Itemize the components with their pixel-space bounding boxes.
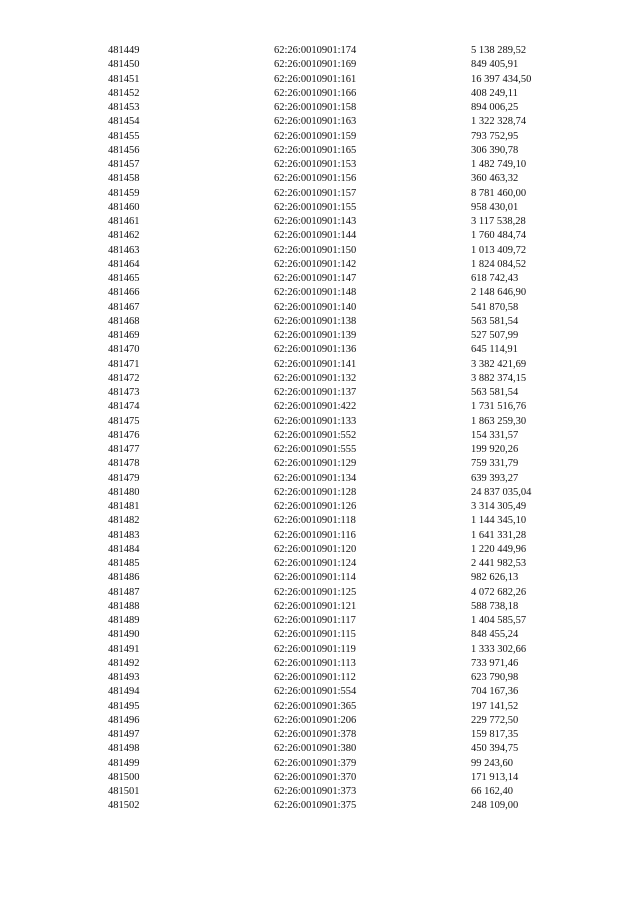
- cadastral-number: 62:26:0010901:379: [274, 757, 357, 769]
- cadastral-value: 733 971,46: [471, 657, 519, 669]
- cadastral-number: 62:26:0010901:206: [274, 714, 357, 726]
- table-row: [108, 201, 581, 215]
- cadastral-number: 62:26:0010901:174: [274, 45, 357, 56]
- table-row: [108, 457, 581, 471]
- table-row: [108, 643, 581, 657]
- cadastral-number: 62:26:0010901:129: [274, 458, 357, 470]
- row-number: 481464: [108, 258, 140, 270]
- row-number: 481479: [108, 472, 140, 484]
- cadastral-value: 588 738,18: [471, 600, 519, 612]
- table-row: [108, 571, 581, 585]
- cadastral-value: 1 404 585,57: [471, 615, 527, 626]
- cadastral-number: 62:26:0010901:373: [274, 786, 357, 797]
- table-row: [108, 87, 581, 101]
- cadastral-value: 4 072 682,26: [471, 586, 527, 598]
- cadastral-value: 759 331,79: [471, 458, 519, 470]
- row-number: 481473: [108, 387, 140, 398]
- cadastral-number: 62:26:0010901:139: [274, 330, 357, 341]
- table-row: [108, 429, 581, 443]
- row-number: 481475: [108, 415, 140, 427]
- table-row: [108, 415, 581, 429]
- table-row: [108, 557, 581, 571]
- table-row: [108, 286, 581, 300]
- table-row: [108, 671, 581, 685]
- table-row: [108, 757, 581, 771]
- cadastral-number: 62:26:0010901:134: [274, 472, 357, 484]
- cadastral-number: 62:26:0010901:141: [274, 358, 357, 370]
- table-row: [108, 73, 581, 87]
- table-row: [108, 272, 581, 286]
- cadastral-value: 894 006,25: [471, 102, 519, 113]
- cadastral-number: 62:26:0010901:116: [274, 529, 356, 541]
- table-row: [108, 443, 581, 457]
- row-number: 481495: [108, 700, 140, 712]
- cadastral-value: 563 581,54: [471, 387, 519, 398]
- cadastral-value: 982 626,13: [471, 572, 519, 584]
- row-number: 481461: [108, 216, 140, 227]
- cadastral-number: 62:26:0010901:121: [274, 600, 357, 612]
- row-number: 481488: [108, 600, 140, 612]
- table-row: [108, 685, 581, 699]
- cadastral-value: 3 117 538,28: [471, 216, 526, 227]
- cadastral-number: 62:26:0010901:163: [274, 116, 357, 128]
- cadastral-value: 159 817,35: [471, 729, 519, 740]
- table-row: [108, 315, 581, 329]
- table-row: [108, 514, 581, 528]
- table-row: [108, 229, 581, 243]
- table-row: [108, 172, 581, 186]
- cadastral-number: 62:26:0010901:136: [274, 344, 357, 356]
- row-number: 481497: [108, 729, 140, 740]
- table-row: [108, 244, 581, 258]
- cadastral-number: 62:26:0010901:169: [274, 59, 357, 71]
- cadastral-number: 62:26:0010901:125: [274, 586, 357, 598]
- cadastral-number: 62:26:0010901:126: [274, 501, 357, 512]
- cadastral-value: 1 013 409,72: [471, 244, 527, 256]
- cadastral-number: 62:26:0010901:112: [274, 672, 356, 683]
- row-number: 481456: [108, 144, 140, 156]
- cadastral-value: 8 781 460,00: [471, 187, 527, 199]
- row-number: 481500: [108, 771, 140, 783]
- cadastral-value: 66 162,40: [471, 786, 513, 797]
- row-number: 481460: [108, 201, 140, 213]
- cadastral-value: 3 882 374,15: [471, 372, 527, 384]
- row-number: 481468: [108, 315, 140, 327]
- cadastral-number: 62:26:0010901:156: [274, 173, 357, 185]
- cadastral-value: 958 430,01: [471, 201, 519, 213]
- cadastral-number: 62:26:0010901:375: [274, 800, 357, 812]
- cadastral-value: 848 455,24: [471, 629, 519, 641]
- row-number: 481455: [108, 130, 140, 142]
- row-number: 481463: [108, 244, 140, 256]
- cadastral-number: 62:26:0010901:119: [274, 643, 356, 655]
- row-number: 481481: [108, 501, 140, 512]
- cadastral-value: 229 772,50: [471, 714, 519, 726]
- cadastral-number: 62:26:0010901:124: [274, 558, 357, 569]
- cadastral-value: 408 249,11: [471, 87, 518, 99]
- row-number: 481471: [108, 358, 140, 370]
- cadastral-value: 3 382 421,69: [471, 358, 527, 370]
- row-number: 481469: [108, 330, 140, 341]
- row-number: 481450: [108, 59, 140, 71]
- cadastral-value: 1 863 259,30: [471, 415, 527, 427]
- table-row: [108, 400, 581, 414]
- cadastral-number: 62:26:0010901:117: [274, 615, 356, 626]
- row-number: 481490: [108, 629, 140, 641]
- cadastral-number: 62:26:0010901:143: [274, 216, 357, 227]
- cadastral-number: 62:26:0010901:114: [274, 572, 356, 584]
- table-row: [108, 386, 581, 400]
- cadastral-number: 62:26:0010901:153: [274, 159, 357, 170]
- cadastral-value: 1 322 328,74: [471, 116, 527, 128]
- cadastral-value: 527 507,99: [471, 330, 519, 341]
- row-number: 481454: [108, 116, 140, 128]
- cadastral-number: 62:26:0010901:142: [274, 258, 357, 270]
- cadastral-number: 62:26:0010901:380: [274, 743, 357, 755]
- cadastral-value: 3 314 305,49: [471, 501, 527, 512]
- row-number: 481474: [108, 401, 140, 413]
- cadastral-value: 199 920,26: [471, 444, 519, 455]
- cadastral-number: 62:26:0010901:132: [274, 372, 357, 384]
- table-row: [108, 600, 581, 614]
- table-row: [108, 742, 581, 756]
- cadastral-number: 62:26:0010901:378: [274, 729, 357, 740]
- cadastral-number: 62:26:0010901:128: [274, 486, 357, 498]
- cadastral-value: 99 243,60: [471, 757, 513, 769]
- cadastral-value: 1 641 331,28: [471, 529, 527, 541]
- table-row: [108, 101, 581, 115]
- cadastral-number: 62:26:0010901:365: [274, 700, 357, 712]
- cadastral-number: 62:26:0010901:159: [274, 130, 357, 142]
- table-row: [108, 358, 581, 372]
- cadastral-value: 541 870,58: [471, 301, 519, 313]
- table-row: [108, 785, 581, 799]
- row-number: 481476: [108, 429, 140, 441]
- cadastral-number: 62:26:0010901:166: [274, 87, 357, 99]
- cadastral-number: 62:26:0010901:157: [274, 187, 357, 199]
- table-row: [108, 144, 581, 158]
- table-row: [108, 343, 581, 357]
- cadastral-number: 62:26:0010901:113: [274, 657, 356, 669]
- cadastral-value: 1 333 302,66: [471, 643, 527, 655]
- row-number: 481498: [108, 743, 140, 755]
- cadastral-value: 563 581,54: [471, 315, 519, 327]
- cadastral-number: 62:26:0010901:555: [274, 444, 357, 455]
- row-number: 481472: [108, 372, 140, 384]
- table-row: [108, 301, 581, 315]
- table-row: [108, 215, 581, 229]
- row-number: 481491: [108, 643, 140, 655]
- row-number: 481453: [108, 102, 140, 113]
- row-number: 481457: [108, 159, 140, 170]
- cadastral-number: 62:26:0010901:133: [274, 415, 357, 427]
- table-row: [108, 543, 581, 557]
- row-number: 481482: [108, 515, 140, 527]
- row-number: 481484: [108, 543, 140, 555]
- table-row: [108, 628, 581, 642]
- row-number: 481494: [108, 686, 140, 698]
- cadastral-number: 62:26:0010901:118: [274, 515, 356, 527]
- row-number: 481489: [108, 615, 140, 626]
- table-row: [108, 614, 581, 628]
- table-row: [108, 44, 581, 58]
- cadastral-number: 62:26:0010901:115: [274, 629, 356, 641]
- cadastral-number: 62:26:0010901:150: [274, 244, 357, 256]
- row-number: 481485: [108, 558, 140, 569]
- table-body: [108, 44, 581, 814]
- cadastral-value: 171 913,14: [471, 771, 519, 783]
- cadastral-value: 2 148 646,90: [471, 287, 527, 299]
- cadastral-value: 645 114,91: [471, 344, 518, 356]
- cadastral-number: 62:26:0010901:120: [274, 543, 357, 555]
- cadastral-number: 62:26:0010901:144: [274, 230, 357, 242]
- row-number: 481478: [108, 458, 140, 470]
- row-number: 481486: [108, 572, 140, 584]
- table-row: [108, 130, 581, 144]
- table-row: [108, 728, 581, 742]
- cadastral-value: 1 144 345,10: [471, 515, 527, 527]
- cadastral-value: 2 441 982,53: [471, 558, 527, 569]
- row-number: 481480: [108, 486, 140, 498]
- table-row: [108, 58, 581, 72]
- cadastral-number: 62:26:0010901:370: [274, 771, 357, 783]
- cadastral-value: 1 731 516,76: [471, 401, 527, 413]
- cadastral-value: 618 742,43: [471, 273, 519, 284]
- row-number: 481466: [108, 287, 140, 299]
- cadastral-value: 16 397 434,50: [471, 73, 532, 85]
- table-row: [108, 657, 581, 671]
- cadastral-number: 62:26:0010901:161: [274, 73, 357, 85]
- row-number: 481470: [108, 344, 140, 356]
- row-number: 481501: [108, 786, 140, 797]
- row-number: 481465: [108, 273, 140, 284]
- row-number: 481496: [108, 714, 140, 726]
- cadastral-value: 450 394,75: [471, 743, 519, 755]
- table-row: [108, 714, 581, 728]
- cadastral-value: 704 167,36: [471, 686, 519, 698]
- table-row: [108, 700, 581, 714]
- cadastral-value: 24 837 035,04: [471, 486, 532, 498]
- cadastral-number: 62:26:0010901:147: [274, 273, 357, 284]
- cadastral-number: 62:26:0010901:552: [274, 429, 357, 441]
- table-row: [108, 529, 581, 543]
- row-number: 481493: [108, 672, 140, 683]
- cadastral-number: 62:26:0010901:148: [274, 287, 357, 299]
- table-row: [108, 329, 581, 343]
- cadastral-value: 5 138 289,52: [471, 45, 527, 56]
- cadastral-number: 62:26:0010901:138: [274, 315, 357, 327]
- cadastral-number: 62:26:0010901:158: [274, 102, 357, 113]
- row-number: 481487: [108, 586, 140, 598]
- row-number: 481467: [108, 301, 140, 313]
- cadastral-value-table: [108, 44, 581, 814]
- table-row: [108, 372, 581, 386]
- table-row: [108, 115, 581, 129]
- cadastral-value: 623 790,98: [471, 672, 519, 683]
- row-number: 481477: [108, 444, 140, 455]
- cadastral-value: 1 220 449,96: [471, 543, 527, 555]
- row-number: 481452: [108, 87, 140, 99]
- table-row: [108, 486, 581, 500]
- table-row: [108, 258, 581, 272]
- table-row: [108, 799, 581, 813]
- cadastral-number: 62:26:0010901:155: [274, 201, 357, 213]
- cadastral-number: 62:26:0010901:422: [274, 401, 357, 413]
- row-number: 481459: [108, 187, 140, 199]
- row-number: 481483: [108, 529, 140, 541]
- cadastral-value: 1 760 484,74: [471, 230, 527, 242]
- cadastral-value: 1 824 084,52: [471, 258, 527, 270]
- row-number: 481492: [108, 657, 140, 669]
- row-number: 481462: [108, 230, 140, 242]
- row-number: 481458: [108, 173, 140, 185]
- table-row: [108, 771, 581, 785]
- cadastral-value: 306 390,78: [471, 144, 519, 156]
- table-row: [108, 500, 581, 514]
- row-number: 481502: [108, 800, 140, 812]
- cadastral-value: 154 331,57: [471, 429, 519, 441]
- cadastral-value: 1 482 749,10: [471, 159, 527, 170]
- row-number: 481451: [108, 73, 140, 85]
- table-row: [108, 472, 581, 486]
- row-number: 481499: [108, 757, 140, 769]
- cadastral-value: 639 393,27: [471, 472, 519, 484]
- table-row: [108, 158, 581, 172]
- cadastral-number: 62:26:0010901:137: [274, 387, 357, 398]
- cadastral-value: 197 141,52: [471, 700, 519, 712]
- cadastral-value: 849 405,91: [471, 59, 519, 71]
- cadastral-value: 793 752,95: [471, 130, 519, 142]
- table-row: [108, 586, 581, 600]
- cadastral-value: 360 463,32: [471, 173, 519, 185]
- cadastral-value: 248 109,00: [471, 800, 519, 812]
- cadastral-number: 62:26:0010901:165: [274, 144, 357, 156]
- cadastral-number: 62:26:0010901:554: [274, 686, 357, 698]
- row-number: 481449: [108, 45, 140, 56]
- cadastral-number: 62:26:0010901:140: [274, 301, 357, 313]
- table-row: [108, 187, 581, 201]
